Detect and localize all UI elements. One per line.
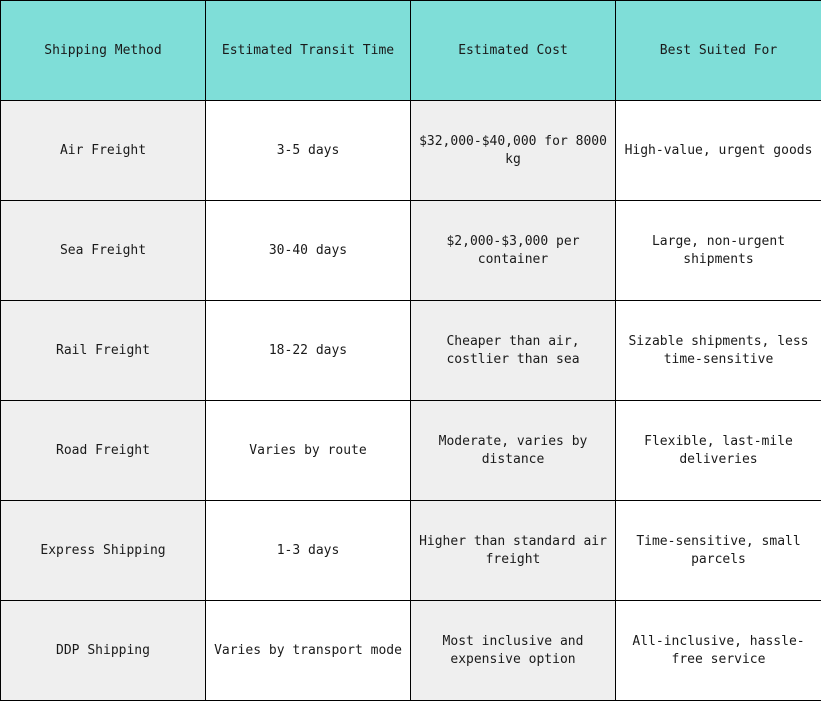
cell-best-suited-for: Large, non-urgent shipments bbox=[616, 201, 821, 301]
cell-shipping-method: Air Freight bbox=[1, 101, 206, 201]
cell-transit-time: 30-40 days bbox=[206, 201, 411, 301]
table-row bbox=[1, 401, 821, 501]
table-body bbox=[1, 101, 821, 701]
cell-shipping-method: Sea Freight bbox=[1, 201, 206, 301]
header-best-suited-for: Best Suited For bbox=[616, 1, 821, 101]
cell-estimated-cost: Most inclusive and expensive option bbox=[411, 601, 616, 701]
table-row bbox=[1, 501, 821, 601]
header-row bbox=[1, 1, 821, 101]
header-transit-time: Estimated Transit Time bbox=[206, 1, 411, 101]
cell-best-suited-for: High-value, urgent goods bbox=[616, 101, 821, 201]
cell-estimated-cost: $2,000-$3,000 per container bbox=[411, 201, 616, 301]
cell-best-suited-for: All-inclusive, hassle-free service bbox=[616, 601, 821, 701]
table-row bbox=[1, 201, 821, 301]
cell-transit-time: 1-3 days bbox=[206, 501, 411, 601]
cell-estimated-cost: Higher than standard air freight bbox=[411, 501, 616, 601]
cell-best-suited-for: Flexible, last-mile deliveries bbox=[616, 401, 821, 501]
table-row bbox=[1, 601, 821, 701]
cell-shipping-method: Rail Freight bbox=[1, 301, 206, 401]
cell-estimated-cost: Cheaper than air, costlier than sea bbox=[411, 301, 616, 401]
cell-transit-time: 18-22 days bbox=[206, 301, 411, 401]
cell-estimated-cost: Moderate, varies by distance bbox=[411, 401, 616, 501]
cell-transit-time: Varies by transport mode bbox=[206, 601, 411, 701]
cell-shipping-method: Road Freight bbox=[1, 401, 206, 501]
header-shipping-method: Shipping Method bbox=[1, 1, 206, 101]
table-row bbox=[1, 301, 821, 401]
cell-transit-time: 3-5 days bbox=[206, 101, 411, 201]
cell-best-suited-for: Sizable shipments, less time-sensitive bbox=[616, 301, 821, 401]
cell-estimated-cost: $32,000-$40,000 for 8000 kg bbox=[411, 101, 616, 201]
table-row bbox=[1, 101, 821, 201]
cell-best-suited-for: Time-sensitive, small parcels bbox=[616, 501, 821, 601]
cell-transit-time: Varies by route bbox=[206, 401, 411, 501]
header-estimated-cost: Estimated Cost bbox=[411, 1, 616, 101]
cell-shipping-method: DDP Shipping bbox=[1, 601, 206, 701]
cell-shipping-method: Express Shipping bbox=[1, 501, 206, 601]
table-header bbox=[1, 1, 821, 101]
